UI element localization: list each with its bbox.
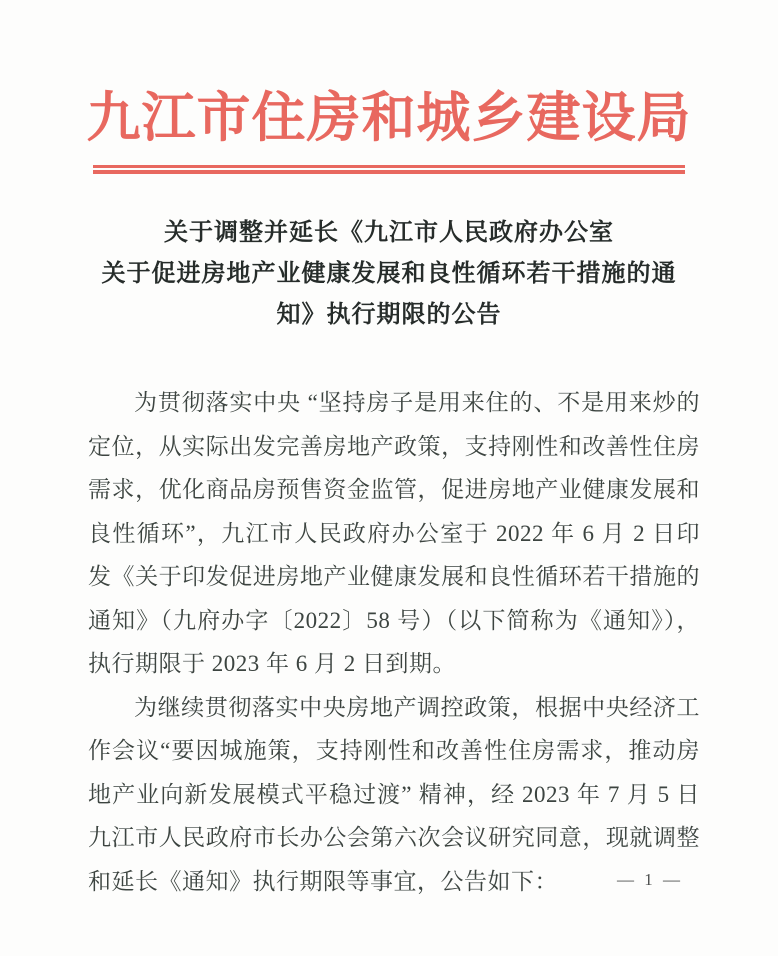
document-title-line-3: 知》执行期限的公告 [276,301,502,328]
document-title-line-1: 关于调整并延长《九江市人民政府办公室 [164,219,614,246]
letterhead [0,0,778,174]
letterhead-divider-line [93,165,685,174]
body-paragraph-2: 为继续贯彻落实中央房地产调控政策，根据中央经济工作会议“要因城施策，支持刚性和改善性住房需求，推动房地产业向新发展模式平稳过渡” 精神，经 2023 年 7 月 5 日九江市人民政府市长办公会第六次会议研究同意，现就调整和延长《通知》执行期限等事宜，公告如下： [88,694,700,894]
document-title-line-2: 关于促进房地产业健康发展和良性循环若干措施的通 [101,260,677,287]
document-body [88,381,700,903]
body-paragraph-1: 为贯彻落实中央 “坚持房子是用来住的、不是用来炒的定位，从实际出发完善房地产政策，支持刚性和改善性住房需求，优化商品房预售资金监管，促进房地产业健康发展和良性循环”，九江市人民政府办公室于 2022 年 6 月 2 日印发《关于印发促进房地产业健康发展和良性循环若干措施的通知》（九府办字〔2022〕58 号）（以下简称为《通知》），执行期限于 2023 年 6 月 2 日到期。 [88,390,700,676]
document-title [0,212,778,335]
divider-thick-line [93,170,685,174]
page-number: — 1 — [617,870,683,889]
letterhead-agency-name: 九江市住房和城乡建设局 [86,88,692,148]
